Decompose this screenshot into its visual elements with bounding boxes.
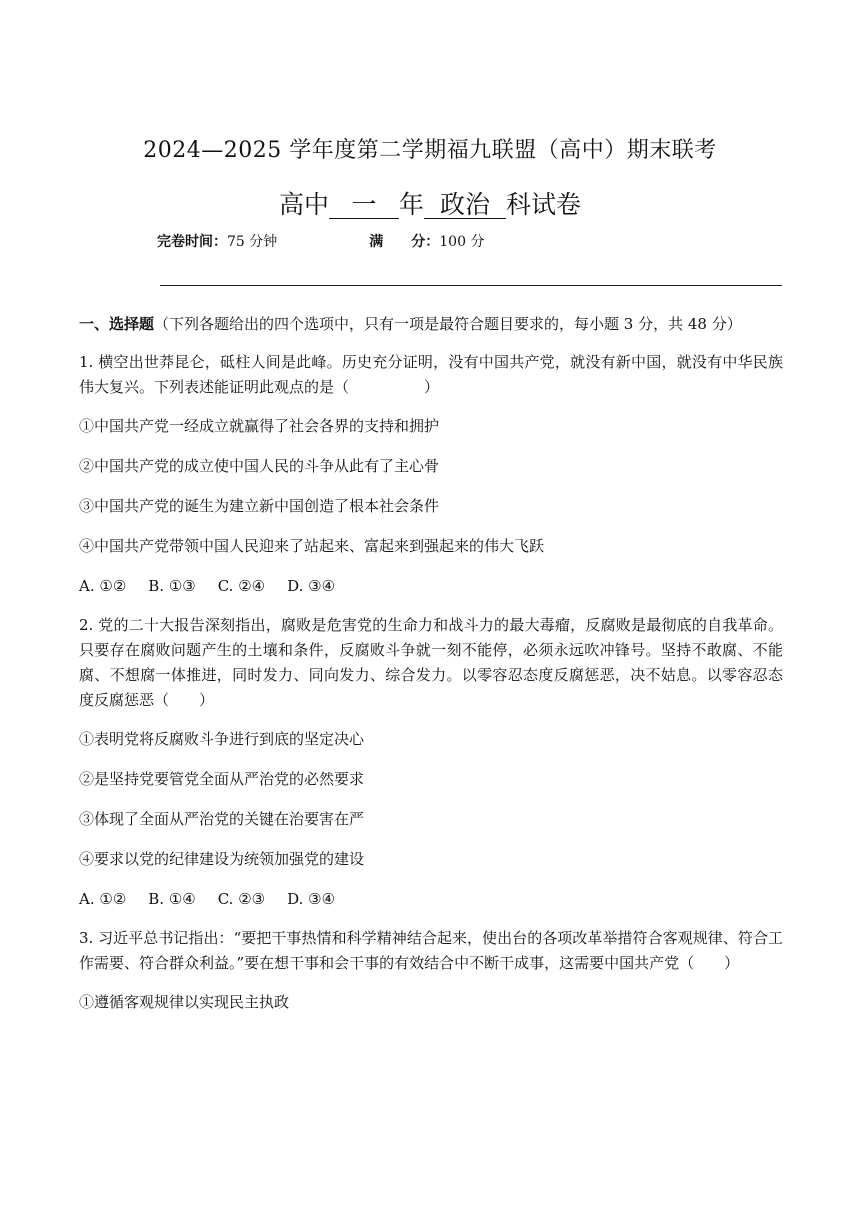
choice-b: B. ①③ bbox=[148, 577, 196, 595]
time-value: 75 分钟 bbox=[227, 234, 278, 250]
question-stem: 2. 党的二十大报告深刻指出，腐败是危害党的生命力和战斗力的最大毒瘤，反腐败是最彻底的自我革命。只要存在腐败问题产生的土壤和条件，反腐败斗争就一刻不能停，必须永远吹冲锋号。坚持不敢腐、不能腐、不想腐一体推进，同时发力、同向发力、综合发力。以零容忍态度反腐惩恶，决不姑息。以零容忍态度反腐惩恶（ ） bbox=[79, 616, 783, 709]
choice-a: A. ①② bbox=[79, 577, 127, 595]
exam-content bbox=[79, 312, 783, 1016]
option-item: ④要求以党的纪律建设为统领加强党的建设 bbox=[79, 850, 365, 868]
option-item: ③中国共产党的诞生为建立新中国创造了根本社会条件 bbox=[79, 497, 440, 515]
exam-meta bbox=[157, 232, 484, 252]
exam-title: 2024—2025 学年度第二学期福九联盟（高中）期末联考 bbox=[143, 138, 717, 163]
section-instruction: （下列各题给出的四个选项中，只有一项是最符合题目要求的，每小题 3 分，共 48 分） bbox=[154, 315, 742, 333]
header-divider bbox=[160, 285, 782, 286]
option-item: ②是坚持党要管党全面从严治党的必然要求 bbox=[79, 770, 365, 788]
time-label: 完卷时间： bbox=[157, 234, 227, 250]
choice-a: A. ①② bbox=[79, 890, 127, 908]
question-stem: 1. 横空出世莽昆仑，砥柱人间是此峰。历史充分证明，没有中国共产党，就没有新中国，就没有中华民族伟大复兴。下列表述能证明此观点的是（ ） bbox=[79, 353, 783, 396]
score-value: 100 分 bbox=[439, 234, 485, 250]
subtitle-prefix: 高中 bbox=[278, 190, 329, 219]
exam-subtitle bbox=[0, 188, 860, 222]
choice-c: C. ②④ bbox=[217, 577, 266, 595]
question-1 bbox=[79, 350, 783, 600]
section-heading bbox=[79, 312, 783, 337]
answer-choices bbox=[79, 873, 783, 913]
option-item: ④中国共产党带领中国人民迎来了站起来、富起来到强起来的伟大飞跃 bbox=[79, 537, 545, 555]
option-item: ②中国共产党的成立使中国人民的斗争从此有了主心骨 bbox=[79, 457, 440, 475]
subject-blank: 政治 bbox=[424, 192, 506, 219]
question-stem: 3. 习近平总书记指出：“要把干事热情和科学精神结合起来，使出台的各项改革举措符合客观规律、符合工作需要、符合群众利益。”要在想干事和会干事的有效结合中不断干成事，这需要中国共产党（ ） bbox=[79, 929, 783, 972]
grade-suffix: 年 bbox=[398, 190, 424, 219]
choice-b: B. ①④ bbox=[148, 890, 196, 908]
choice-d: D. ③④ bbox=[287, 577, 336, 595]
option-item: ③体现了全面从严治党的关键在治要害在严 bbox=[79, 810, 365, 828]
question-3 bbox=[79, 926, 783, 1016]
option-item: ①中国共产党一经成立就赢得了社会各界的支持和拥护 bbox=[79, 417, 440, 435]
question-2 bbox=[79, 613, 783, 913]
choice-d: D. ③④ bbox=[287, 890, 336, 908]
section-label: 一、选择题 bbox=[79, 315, 155, 333]
choice-c: C. ②③ bbox=[217, 890, 266, 908]
answer-choices bbox=[79, 560, 783, 600]
score-label: 满 分： bbox=[369, 234, 440, 250]
option-item: ①表明党将反腐败斗争进行到底的坚定决心 bbox=[79, 730, 365, 748]
subject-suffix: 科试卷 bbox=[506, 190, 582, 219]
option-item: ①遵循客观规律以实现民主执政 bbox=[79, 993, 290, 1011]
grade-blank: 一 bbox=[329, 192, 399, 219]
